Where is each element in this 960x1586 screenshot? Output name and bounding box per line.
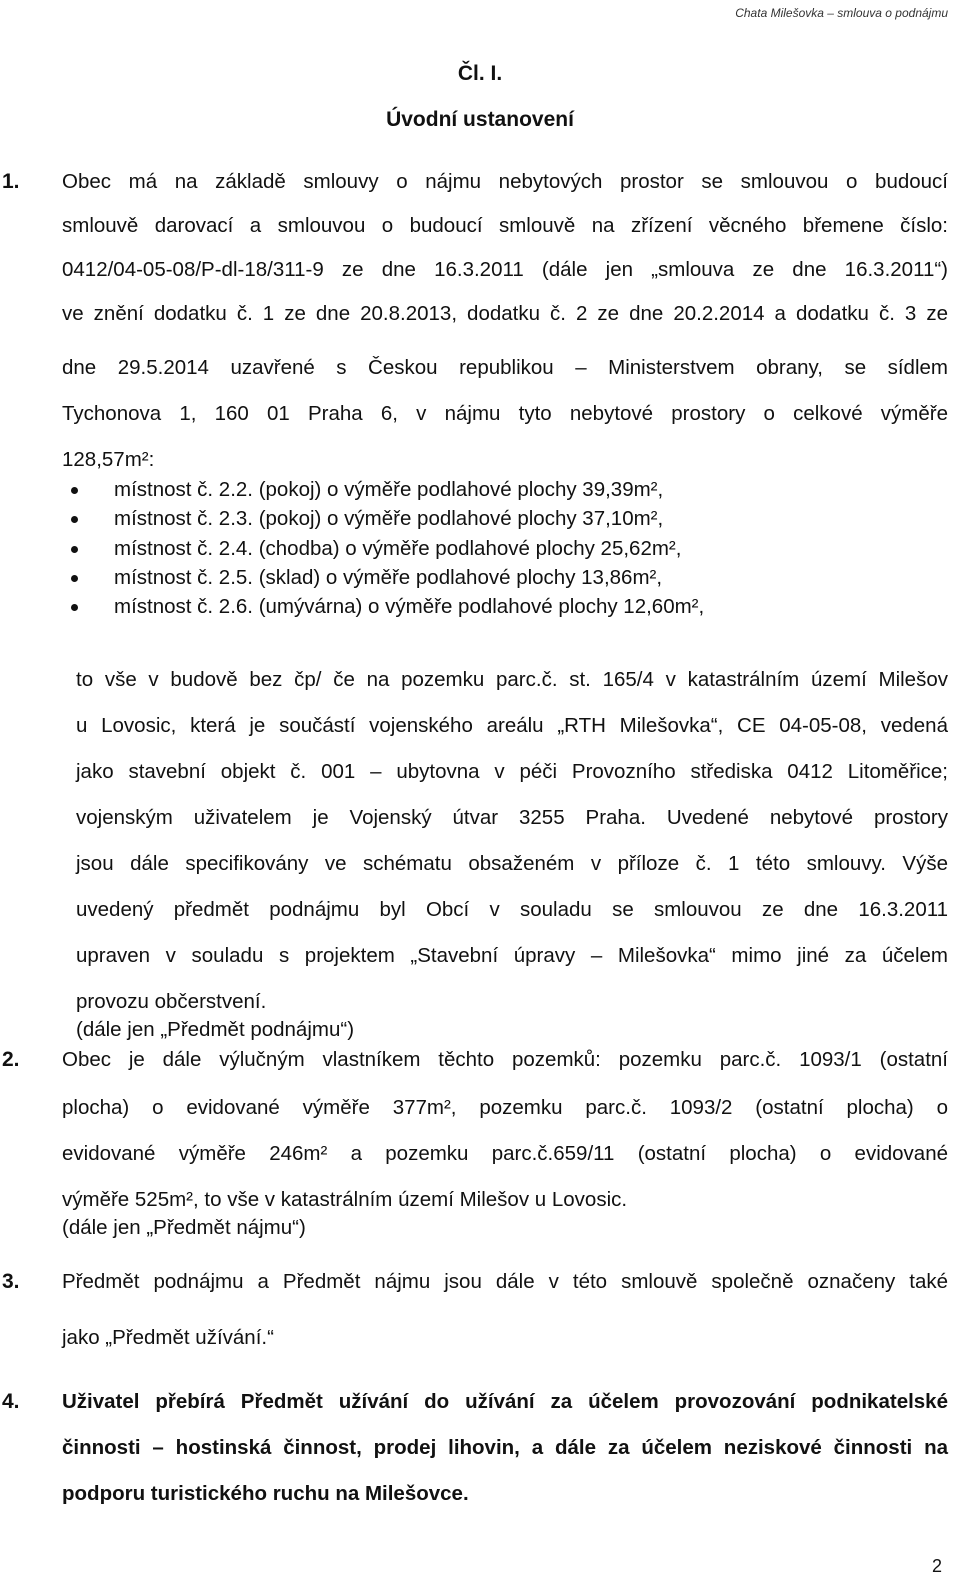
section-number: 1.	[2, 170, 20, 193]
article-title: Úvodní ustanovení	[386, 108, 574, 131]
section-number: 2.	[2, 1048, 20, 1071]
paragraph-line: provozu občerstvení.	[76, 990, 267, 1013]
paragraph-line: plocha) o evidované výměře 377m², pozemku parc.č. 1093/2 (ostatní plocha) o	[62, 1096, 948, 1119]
running-header: Chata Milešovka – smlouva o podnájmu	[735, 6, 948, 20]
page-number: 2	[931, 1556, 942, 1576]
paragraph-line: Tychonova 1, 160 01 Praha 6, v nájmu tyto nebytové prostory o celkové výměře	[62, 402, 948, 425]
paragraph-line: evidované výměře 246m² a pozemku parc.č.659/11 (ostatní plocha) o evidované	[62, 1142, 948, 1165]
paragraph-line: ve znění dodatku č. 1 ze dne 20.8.2013, dodatku č. 2 ze dne 20.2.2014 a dodatku č. 3 ze	[62, 302, 948, 325]
paragraph-line: u Lovosic, která je součástí vojenského areálu „RTH Milešovka“, CE 04-05-08, vedená	[76, 714, 948, 737]
defined-term: (dále jen „Předmět podnájmu“)	[76, 1018, 355, 1041]
bullet-icon	[71, 546, 78, 553]
paragraph-line: uvedený předmět podnájmu byl Obcí v souladu se smlouvou ze dne 16.3.2011	[76, 898, 948, 921]
room-item: místnost č. 2.4. (chodba) o výměře podlahové plochy 25,62m²,	[62, 537, 704, 566]
section-number: 3.	[2, 1270, 20, 1293]
paragraph-line: smlouvě darovací a smlouvou o budoucí smlouvě na zřízení věcného břemene číslo:	[62, 214, 948, 237]
defined-term: (dále jen „Předmět nájmu“)	[62, 1216, 306, 1239]
paragraph-line: podporu turistického ruchu na Milešovce.	[62, 1482, 469, 1505]
room-item: místnost č. 2.2. (pokoj) o výměře podlahové plochy 39,39m²,	[62, 478, 704, 507]
room-item: místnost č. 2.5. (sklad) o výměře podlahové plochy 13,86m²,	[62, 566, 704, 595]
paragraph-line: vojenským uživatelem je Vojenský útvar 3255 Praha. Uvedené nebytové prostory	[76, 806, 948, 829]
room-item: místnost č. 2.3. (pokoj) o výměře podlahové plochy 37,10m²,	[62, 507, 704, 536]
room-list	[62, 478, 704, 624]
section-number: 4.	[2, 1390, 20, 1413]
paragraph-line: Předmět podnájmu a Předmět nájmu jsou dále v této smlouvě společně označeny také	[62, 1270, 948, 1293]
article-number: Čl. I.	[457, 62, 503, 85]
paragraph-line: upraven v souladu s projektem „Stavební úpravy – Milešovka“ mimo jiné za účelem	[76, 944, 948, 967]
paragraph-line: jako „Předmět užívání.“	[62, 1326, 274, 1349]
bullet-icon	[71, 487, 78, 494]
paragraph-line: jako stavební objekt č. 001 – ubytovna v péči Provozního střediska 0412 Litoměřice;	[76, 760, 948, 783]
paragraph-line: 128,57m²:	[62, 448, 155, 471]
paragraph-line: to vše v budově bez čp/ če na pozemku parc.č. st. 165/4 v katastrálním území Milešov	[76, 668, 948, 691]
paragraph-line: Obec je dále výlučným vlastníkem těchto pozemků: pozemku parc.č. 1093/1 (ostatní	[62, 1048, 948, 1071]
bullet-icon	[71, 575, 78, 582]
paragraph-line: dne 29.5.2014 uzavřené s Českou republikou – Ministerstvem obrany, se sídlem	[62, 356, 948, 379]
paragraph-line: výměře 525m², to vše v katastrálním území Milešov u Lovosic.	[62, 1188, 628, 1211]
paragraph-line: činnosti – hostinská činnost, prodej lihovin, a dále za účelem neziskové činnosti na	[62, 1436, 948, 1459]
paragraph-line: Obec má na základě smlouvy o nájmu nebytových prostor se smlouvou o budoucí	[62, 170, 948, 193]
paragraph-line: Uživatel přebírá Předmět užívání do užívání za účelem provozování podnikatelské	[62, 1390, 948, 1413]
paragraph-line: 0412/04-05-08/P-dl-18/311-9 ze dne 16.3.2011 (dále jen „smlouva ze dne 16.3.2011“)	[62, 258, 948, 281]
room-item: místnost č. 2.6. (umývárna) o výměře podlahové plochy 12,60m²,	[62, 595, 704, 624]
paragraph-line: jsou dále specifikovány ve schématu obsaženém v příloze č. 1 této smlouvy. Výše	[76, 852, 948, 875]
bullet-icon	[71, 516, 78, 523]
bullet-icon	[71, 604, 78, 611]
